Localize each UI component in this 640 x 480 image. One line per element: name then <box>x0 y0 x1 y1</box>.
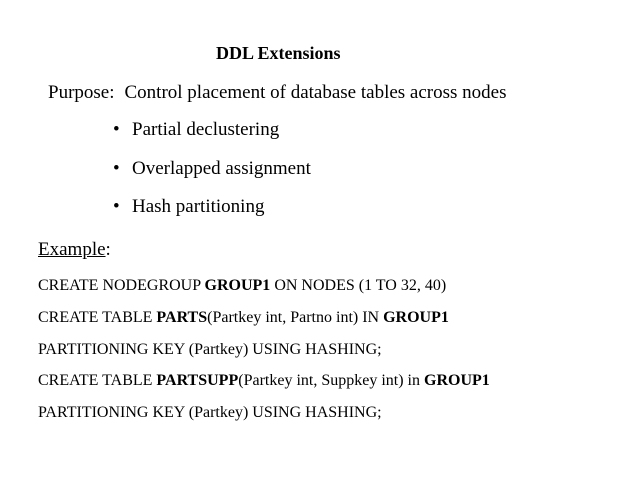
code-text: CREATE TABLE <box>38 372 157 390</box>
purpose-label: Purpose: <box>48 82 115 103</box>
code-text: (Partkey int, Suppkey int) in <box>238 372 424 390</box>
code-line <box>38 308 490 340</box>
code-text: (Partkey int, Partno int) IN <box>207 308 384 326</box>
example-colon: : <box>105 239 111 260</box>
purpose-line <box>48 82 507 104</box>
code-text: ON NODES (1 TO 32, 40) <box>270 277 447 294</box>
bullet-glyph: • <box>113 119 120 140</box>
bullet-text: Hash partitioning <box>132 196 265 217</box>
bullet-glyph: • <box>113 196 120 217</box>
code-keyword: PARTS <box>156 308 208 326</box>
purpose-text: Control placement of database tables across nodes <box>124 82 507 103</box>
bullet-item <box>113 196 311 235</box>
code-keyword: GROUP1 <box>383 308 449 326</box>
code-text: PARTITIONING KEY (Partkey) USING HASHING; <box>38 340 382 358</box>
code-keyword: PARTSUPP <box>156 372 239 390</box>
code-keyword: GROUP1 <box>204 277 271 294</box>
code-block <box>38 276 490 435</box>
code-text: PARTITIONING KEY (Partkey) USING HASHING; <box>38 404 382 422</box>
code-keyword: GROUP1 <box>424 372 490 390</box>
bullet-item <box>113 158 311 197</box>
slide-title: DDL Extensions <box>216 43 341 63</box>
bullet-item <box>113 119 311 158</box>
example-heading <box>38 239 111 261</box>
code-line <box>38 371 490 403</box>
code-text: CREATE NODEGROUP <box>38 277 205 294</box>
bullet-text: Partial declustering <box>132 119 280 140</box>
bullet-text: Overlapped assignment <box>132 157 311 179</box>
example-label: Example <box>38 239 106 260</box>
code-line <box>38 340 490 372</box>
bullet-list <box>113 119 311 235</box>
code-text: CREATE TABLE <box>38 308 157 326</box>
code-line <box>38 403 490 435</box>
bullet-glyph: • <box>113 157 120 179</box>
code-line <box>38 276 490 308</box>
